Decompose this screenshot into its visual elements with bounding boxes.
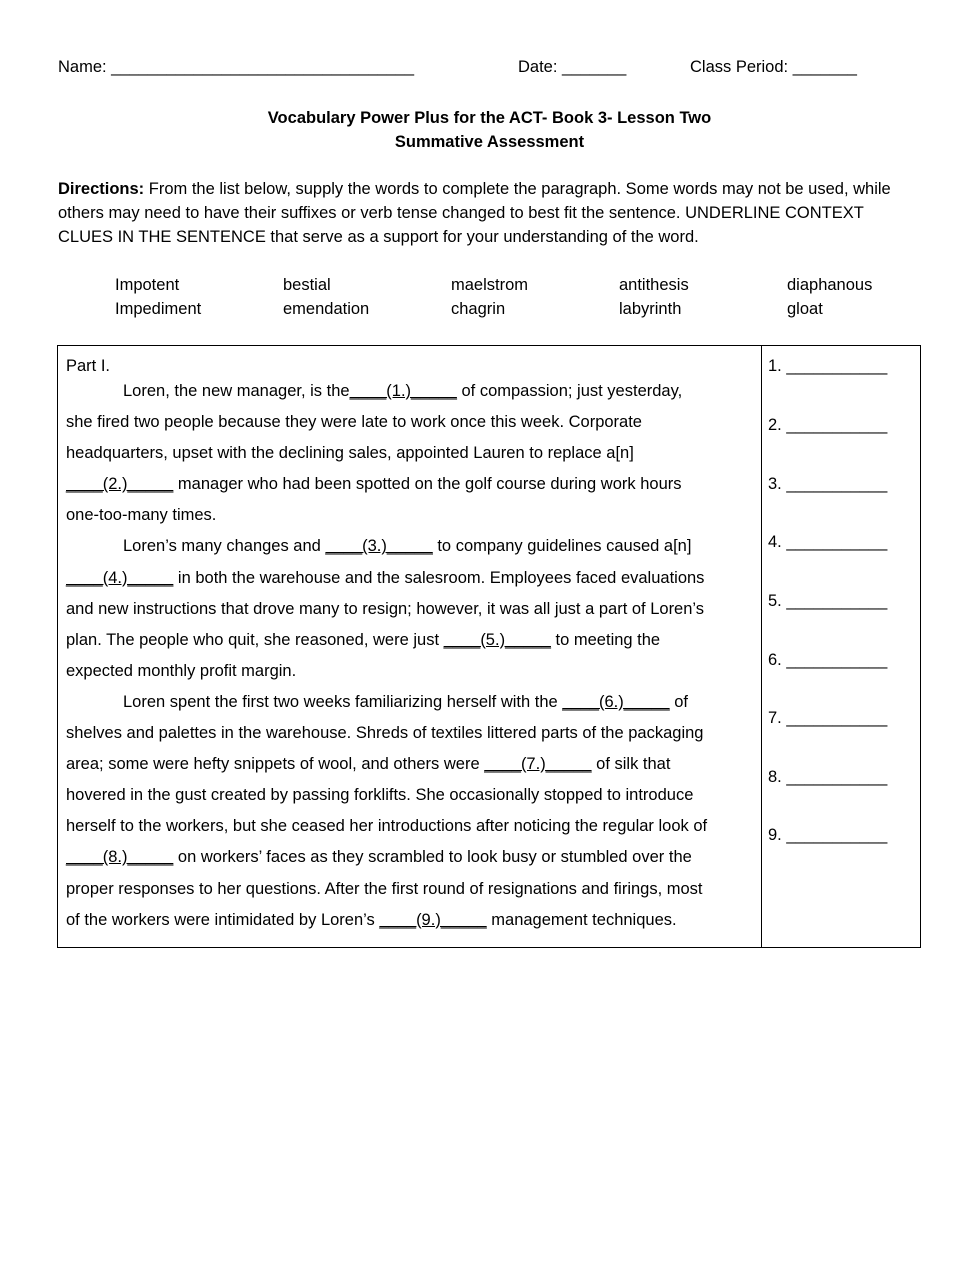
- title-line-2: Summative Assessment: [394, 133, 585, 151]
- word-bank-row: [115, 297, 955, 321]
- passage-line: [66, 376, 756, 407]
- title-line-1: Vocabulary Power Plus for the ACT- Book 3- Lesson Two: [267, 109, 712, 127]
- passage-text: manager who had been spotted on the golf course during work hours: [173, 475, 682, 494]
- passage-line: [66, 905, 756, 936]
- word-bank-item: bestial: [283, 276, 331, 294]
- word-bank-item: gloat: [787, 300, 823, 318]
- passage-text: on workers’ faces as they scrambled to look busy or stumbled over the: [173, 848, 692, 867]
- answer-line-8[interactable]: 8. ___________: [768, 768, 888, 786]
- word-bank-item: chagrin: [451, 300, 506, 318]
- class-period-field[interactable]: Class Period: _______: [690, 58, 857, 76]
- word-bank-item: antithesis: [619, 276, 689, 294]
- blank-4[interactable]: ____(4.)_____: [66, 568, 174, 587]
- passage-text: to meeting the: [550, 630, 661, 649]
- passage-text: of: [669, 692, 688, 711]
- answer-line-4[interactable]: 4. ___________: [768, 533, 888, 551]
- answer-line-7[interactable]: 7. ___________: [768, 709, 888, 727]
- word-bank-item: diaphanous: [787, 276, 873, 294]
- passage-line: [66, 563, 756, 594]
- passage-line: [66, 594, 756, 625]
- passage-line: [66, 656, 756, 687]
- word-bank-item: emendation: [283, 300, 370, 318]
- passage-text: headquarters, upset with the declining sales, appointed Lauren to replace a[n]: [66, 444, 634, 463]
- blank-5[interactable]: ____(5.)_____: [443, 630, 551, 649]
- passage-line: [66, 811, 756, 842]
- word-bank-item: Impotent: [115, 276, 180, 294]
- passage-line: [66, 407, 756, 438]
- passage-text: management techniques.: [486, 910, 677, 929]
- passage-line: [66, 500, 756, 531]
- passage: [66, 356, 756, 936]
- passage-text: in both the warehouse and the salesroom. Employees faced evaluations: [173, 568, 705, 587]
- passage-text: of silk that: [591, 755, 671, 774]
- passage-line: [66, 718, 756, 749]
- answer-line-6[interactable]: 6. ___________: [768, 651, 888, 669]
- passage-text: she fired two people because they were late to work once this week. Corporate: [66, 413, 642, 432]
- page-title: [0, 106, 979, 154]
- blank-7[interactable]: ____(7.)_____: [484, 755, 592, 774]
- passage-line: [66, 531, 756, 562]
- word-bank-item: maelstrom: [451, 276, 529, 294]
- answer-line-2[interactable]: 2. ___________: [768, 416, 888, 434]
- word-bank-item: Impediment: [115, 300, 202, 318]
- passage-text: Loren’s many changes and: [123, 537, 326, 556]
- blank-1[interactable]: ____(1.)_____: [349, 382, 457, 400]
- blank-2[interactable]: ____(2.)_____: [66, 475, 174, 494]
- answer-line-1[interactable]: 1. ___________: [768, 357, 888, 375]
- passage-line: [66, 469, 756, 500]
- passage-line: [66, 749, 756, 780]
- blank-3[interactable]: ____(3.)_____: [325, 537, 433, 556]
- passage-line: [66, 842, 756, 873]
- blank-6[interactable]: ____(6.)_____: [562, 692, 670, 711]
- word-bank-row: [115, 273, 955, 297]
- passage-line: [66, 438, 756, 469]
- directions: [58, 177, 918, 249]
- header-fields: [58, 58, 939, 80]
- passage-text: area; some were hefty snippets of wool, and others were: [66, 755, 485, 774]
- passage-text: Loren, the new manager, is the: [123, 382, 350, 400]
- answer-line-3[interactable]: 3. ___________: [768, 475, 888, 493]
- passage-text: of compassion; just yesterday,: [456, 382, 683, 400]
- passage-text: of the workers were intimidated by Loren’s: [66, 910, 380, 929]
- passage-text: herself to the workers, but she ceased her introductions after noticing the regular look of: [66, 817, 708, 836]
- name-field[interactable]: Name: _________________________________: [58, 58, 415, 76]
- answer-line-5[interactable]: 5. ___________: [768, 592, 888, 610]
- passage-text: and new instructions that drove many to resign; however, it was all just a part of Loren’s: [66, 599, 705, 618]
- passage-text: expected monthly profit margin.: [66, 661, 297, 680]
- part-label: Part I.: [66, 357, 111, 375]
- passage-line: [66, 687, 756, 718]
- directions-label: Directions:: [58, 180, 145, 198]
- passage-box: [57, 345, 921, 948]
- passage-text: shelves and palettes in the warehouse. Shreds of textiles littered parts of the packaging: [66, 724, 704, 743]
- passage-text: hovered in the gust created by passing forklifts. She occasionally stopped to introduce: [66, 786, 694, 805]
- passage-text: proper responses to her questions. After the first round of resignations and firings, most: [66, 879, 703, 898]
- word-bank-item: labyrinth: [619, 300, 682, 318]
- word-bank: [115, 273, 955, 321]
- directions-text: From the list below, supply the words to complete the paragraph. Some words may not be used, while others may need to have their suffixes or verb tense changed to best fit the sentence. UNDERLINE CONTEXT CLUES IN THE SENTENCE that serve as a support for your understanding of the word.: [58, 180, 891, 246]
- blank-9[interactable]: ____(9.)_____: [379, 910, 487, 929]
- answer-line-9[interactable]: 9. ___________: [768, 826, 888, 844]
- passage-text: plan. The people who quit, she reasoned, were just: [66, 630, 444, 649]
- passage-line: [66, 874, 756, 905]
- column-divider: [761, 346, 762, 947]
- blank-8[interactable]: ____(8.)_____: [66, 848, 174, 867]
- passage-text: one-too-many times.: [66, 506, 217, 525]
- passage-text: Loren spent the first two weeks familiarizing herself with the: [123, 692, 563, 711]
- passage-text: to company guidelines caused a[n]: [432, 537, 692, 556]
- date-field[interactable]: Date: _______: [518, 58, 627, 76]
- passage-line: [66, 780, 756, 811]
- passage-line: [66, 625, 756, 656]
